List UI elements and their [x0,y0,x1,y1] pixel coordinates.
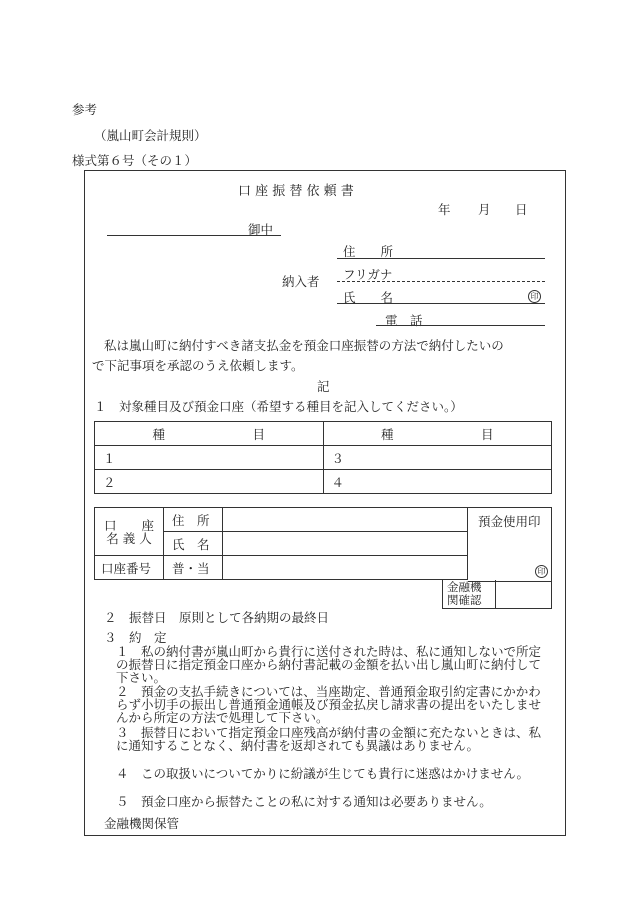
payer-seal-mark: 印 [528,290,541,303]
section1-title: １ 対象種目及び預金口座（希望する種目を記入してください。） [94,399,463,414]
reference-label: 参考 [72,102,98,117]
clause-4: ４ この取扱いについてかりに紛議が生じても貴行に迷惑はかけません。 [116,766,530,781]
holder-label-line-1: 口 座 [103,517,154,533]
form-number: 様式第６号（その１） [72,153,198,168]
holder-address-label: 住 所 [164,508,223,532]
addressee-suffix: 御中 [248,222,274,237]
clause-1: １ 私の納付書が嵐山町から貴行に送付された時は、私に通知しないで所定の振替日に指定預金口座から納付書記載の金額を払い出し嵐山町に納付して下さい。 [116,644,542,685]
payer-furigana-line[interactable] [337,281,545,282]
item-table [94,421,552,494]
holder-label-line-2: 名 義 人 [106,530,152,546]
bank-confirm-label-1: 金融機 [447,580,482,594]
holder-label-cell [95,508,164,556]
bank-confirm-label-2: 関確認 [447,593,482,607]
ki-heading: 記 [317,379,330,394]
item-cell-1[interactable]: １ [95,446,324,470]
payer-address-line[interactable] [337,258,545,259]
section3-title: ３ 約 定 [104,630,167,645]
bank-confirm-label [447,581,482,607]
item-cell-4[interactable]: ４ [323,470,552,494]
date-day-label: 日 [515,202,528,217]
payer-phone-label: 電 話 [385,313,423,328]
request-text-line-2: で下記事項を承認のうえ依頼します。 [92,358,304,373]
account-table [94,507,468,580]
date-year-label: 年 [438,202,451,217]
payer-label: 納入者 [282,274,320,289]
item-header-left: 種 目 [95,422,324,446]
item-cell-3[interactable]: ３ [323,446,552,470]
clause-2: ２ 預金の支払手続きについては、当座勘定、普通預金取引約定書にかかわらず小切手の振出し普通預金通帳及び預金払戻し請求書の提出をいたしませんから所定の方法で処理して下さい。 [116,684,542,725]
bank-confirm-divider [495,580,496,608]
holder-name-label: 氏 名 [164,532,223,556]
payer-name-label: 氏 名 [343,290,394,305]
holder-name-input[interactable] [223,532,468,556]
holder-address-input[interactable] [223,508,468,532]
payer-name-line[interactable] [337,303,545,304]
item-cell-2[interactable]: ２ [95,470,324,494]
account-number-input[interactable] [223,556,468,580]
account-seal-mark: 印 [535,565,548,578]
payer-furigana-label: フリガナ [343,267,393,282]
section2-transfer-date: ２ 振替日 原則として各納期の最終日 [104,610,330,625]
account-type-cell[interactable]: 普・当 [164,556,223,580]
request-text-line-1: 私は嵐山町に納付すべき諸支払金を預金口座振替の方法で納付したいの [104,338,504,353]
payer-phone-line[interactable] [376,325,545,326]
footer-bank-keep: 金融機関保管 [104,816,180,831]
form-title: 口 座 振 替 依 頼 書 [238,184,354,199]
rule-reference: （嵐山町会計規則） [94,128,207,143]
date-month-label: 月 [478,202,491,217]
account-number-label: 口座番号 [95,556,164,580]
payer-address-label: 住 所 [343,244,394,259]
seal-box-label: 預金使用印 [478,514,541,529]
bank-confirm-input[interactable] [497,581,549,607]
clause-3: ３ 振替日において指定預金口座残高が納付書の金額に充たないときは、私に通知することなく、納付書を返却されても異議はありません。 [116,725,542,753]
item-header-right: 種 目 [323,422,552,446]
clause-5: ５ 預金口座から振替たことの私に対する通知は必要ありません。 [116,794,492,809]
